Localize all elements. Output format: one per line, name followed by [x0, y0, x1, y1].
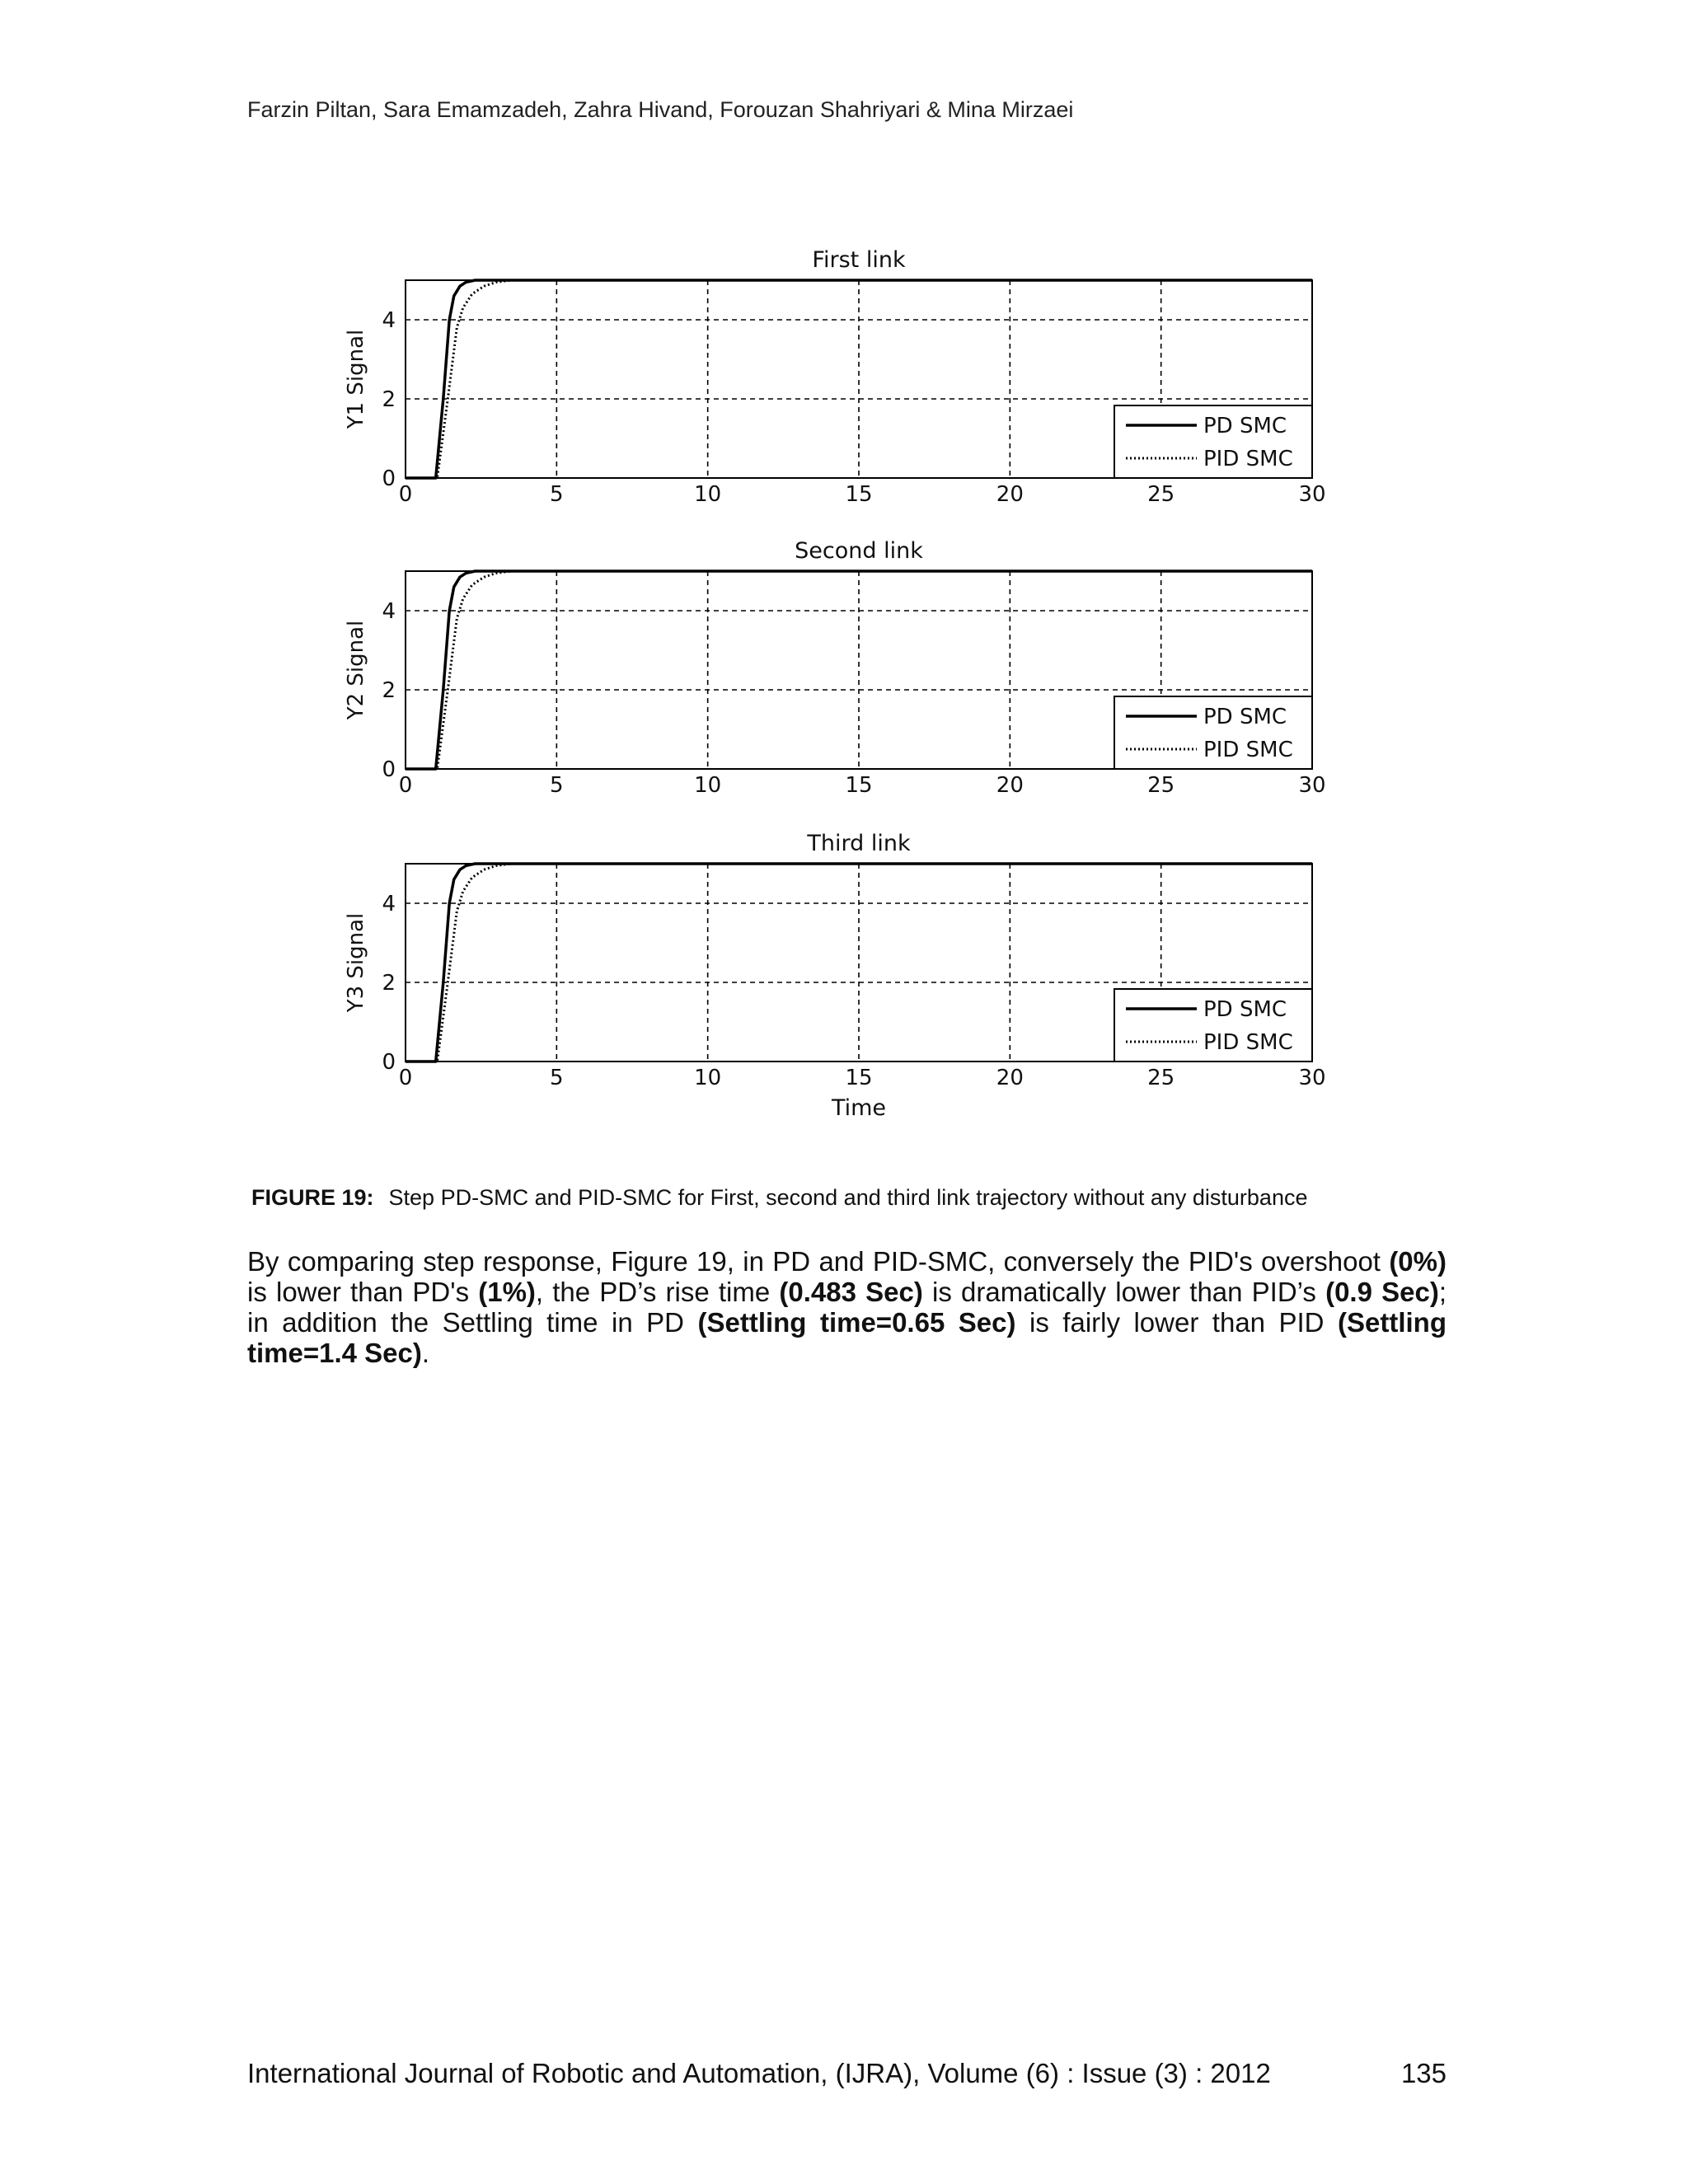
legend-label: PD SMC [1203, 705, 1287, 729]
figure-label: FIGURE 19: [251, 1185, 374, 1210]
x-tick-label: 10 [694, 482, 722, 507]
body-text-segment: is dramatically lower than PID’s [922, 1277, 1326, 1307]
x-tick-label: 10 [694, 773, 722, 798]
body-bold-segment: (1%) [478, 1277, 536, 1307]
x-tick-label: 5 [550, 1066, 564, 1090]
y-axis-label: Y3 Signal [344, 912, 368, 1013]
body-text-segment: is lower than PD's [247, 1277, 479, 1307]
y-tick-label: 0 [382, 1050, 396, 1075]
footer-journal: International Journal of Robotic and Automation, (IJRA), Volume (6) : Issue (3) : 2012 [247, 2058, 1271, 2088]
x-axis-label: Time [831, 1095, 887, 1121]
x-tick-label: 5 [550, 773, 564, 798]
x-tick-label: 10 [694, 1066, 722, 1090]
body-bold-segment: (Settling time=0.65 Sec) [697, 1307, 1016, 1338]
chart-title: Second link [795, 538, 923, 564]
legend-label: PD SMC [1203, 997, 1287, 1022]
x-tick-label: 25 [1147, 482, 1175, 507]
step-response-chart [330, 235, 1368, 1162]
x-tick-label: 30 [1298, 773, 1326, 798]
y-axis-label: Y2 Signal [344, 620, 368, 720]
body-paragraph [247, 1246, 1447, 1368]
figure-caption [251, 1185, 1307, 1211]
chart-title: First link [812, 247, 906, 273]
chart-title: Third link [807, 831, 911, 856]
x-tick-label: 20 [996, 1066, 1024, 1090]
body-text-segment: By comparing step response, Figure 19, in PD and PID-SMC, conversely the PID's overshoot [247, 1246, 1381, 1277]
x-tick-label: 30 [1298, 1066, 1326, 1090]
x-tick-label: 20 [996, 482, 1024, 507]
figure-caption-text: Step PD-SMC and PID-SMC for First, second and third link trajectory without any disturbance [388, 1185, 1308, 1210]
x-tick-label: 0 [398, 773, 413, 798]
body-text-segment: ; in addition the Settling time in PD [247, 1277, 1447, 1338]
body-bold-segment: (0%) [1389, 1246, 1447, 1277]
body-text-segment: , the PD’s rise time [535, 1277, 780, 1307]
figure-19 [330, 235, 1368, 1162]
body-bold-segment: (0.483 Sec) [779, 1277, 923, 1307]
y-tick-label: 4 [382, 308, 396, 333]
y-axis-label: Y1 Signal [344, 329, 368, 429]
legend-label: PD SMC [1203, 414, 1287, 438]
y-tick-label: 2 [382, 387, 396, 412]
x-tick-label: 5 [550, 482, 564, 507]
y-tick-label: 4 [382, 892, 396, 916]
x-tick-label: 25 [1147, 1066, 1175, 1090]
y-tick-label: 4 [382, 599, 396, 624]
x-tick-label: 15 [845, 773, 873, 798]
body-text-segment: is fairly lower than PID [1015, 1307, 1339, 1338]
x-tick-label: 0 [398, 1066, 413, 1090]
y-tick-label: 0 [382, 466, 396, 491]
y-tick-label: 0 [382, 757, 396, 782]
x-tick-label: 15 [845, 482, 873, 507]
x-tick-label: 20 [996, 773, 1024, 798]
legend-label: PID SMC [1203, 738, 1293, 762]
page-number: 135 [1400, 2058, 1447, 2088]
legend-label: PID SMC [1203, 1030, 1293, 1055]
body-bold-segment: (Settling time=1.4 Sec) [247, 1307, 1447, 1368]
x-tick-label: 15 [845, 1066, 873, 1090]
body-text-segment: . [421, 1338, 430, 1368]
x-tick-label: 0 [398, 482, 413, 507]
legend-label: PID SMC [1203, 447, 1293, 471]
y-tick-label: 2 [382, 971, 396, 996]
x-tick-label: 25 [1147, 773, 1175, 798]
x-tick-label: 30 [1298, 482, 1326, 507]
running-head-authors: Farzin Piltan, Sara Emamzadeh, Zahra Hivand, Forouzan Shahriyari & Mina Mirzaei [247, 97, 1074, 122]
y-tick-label: 2 [382, 678, 396, 703]
body-bold-segment: (0.9 Sec) [1325, 1277, 1439, 1307]
